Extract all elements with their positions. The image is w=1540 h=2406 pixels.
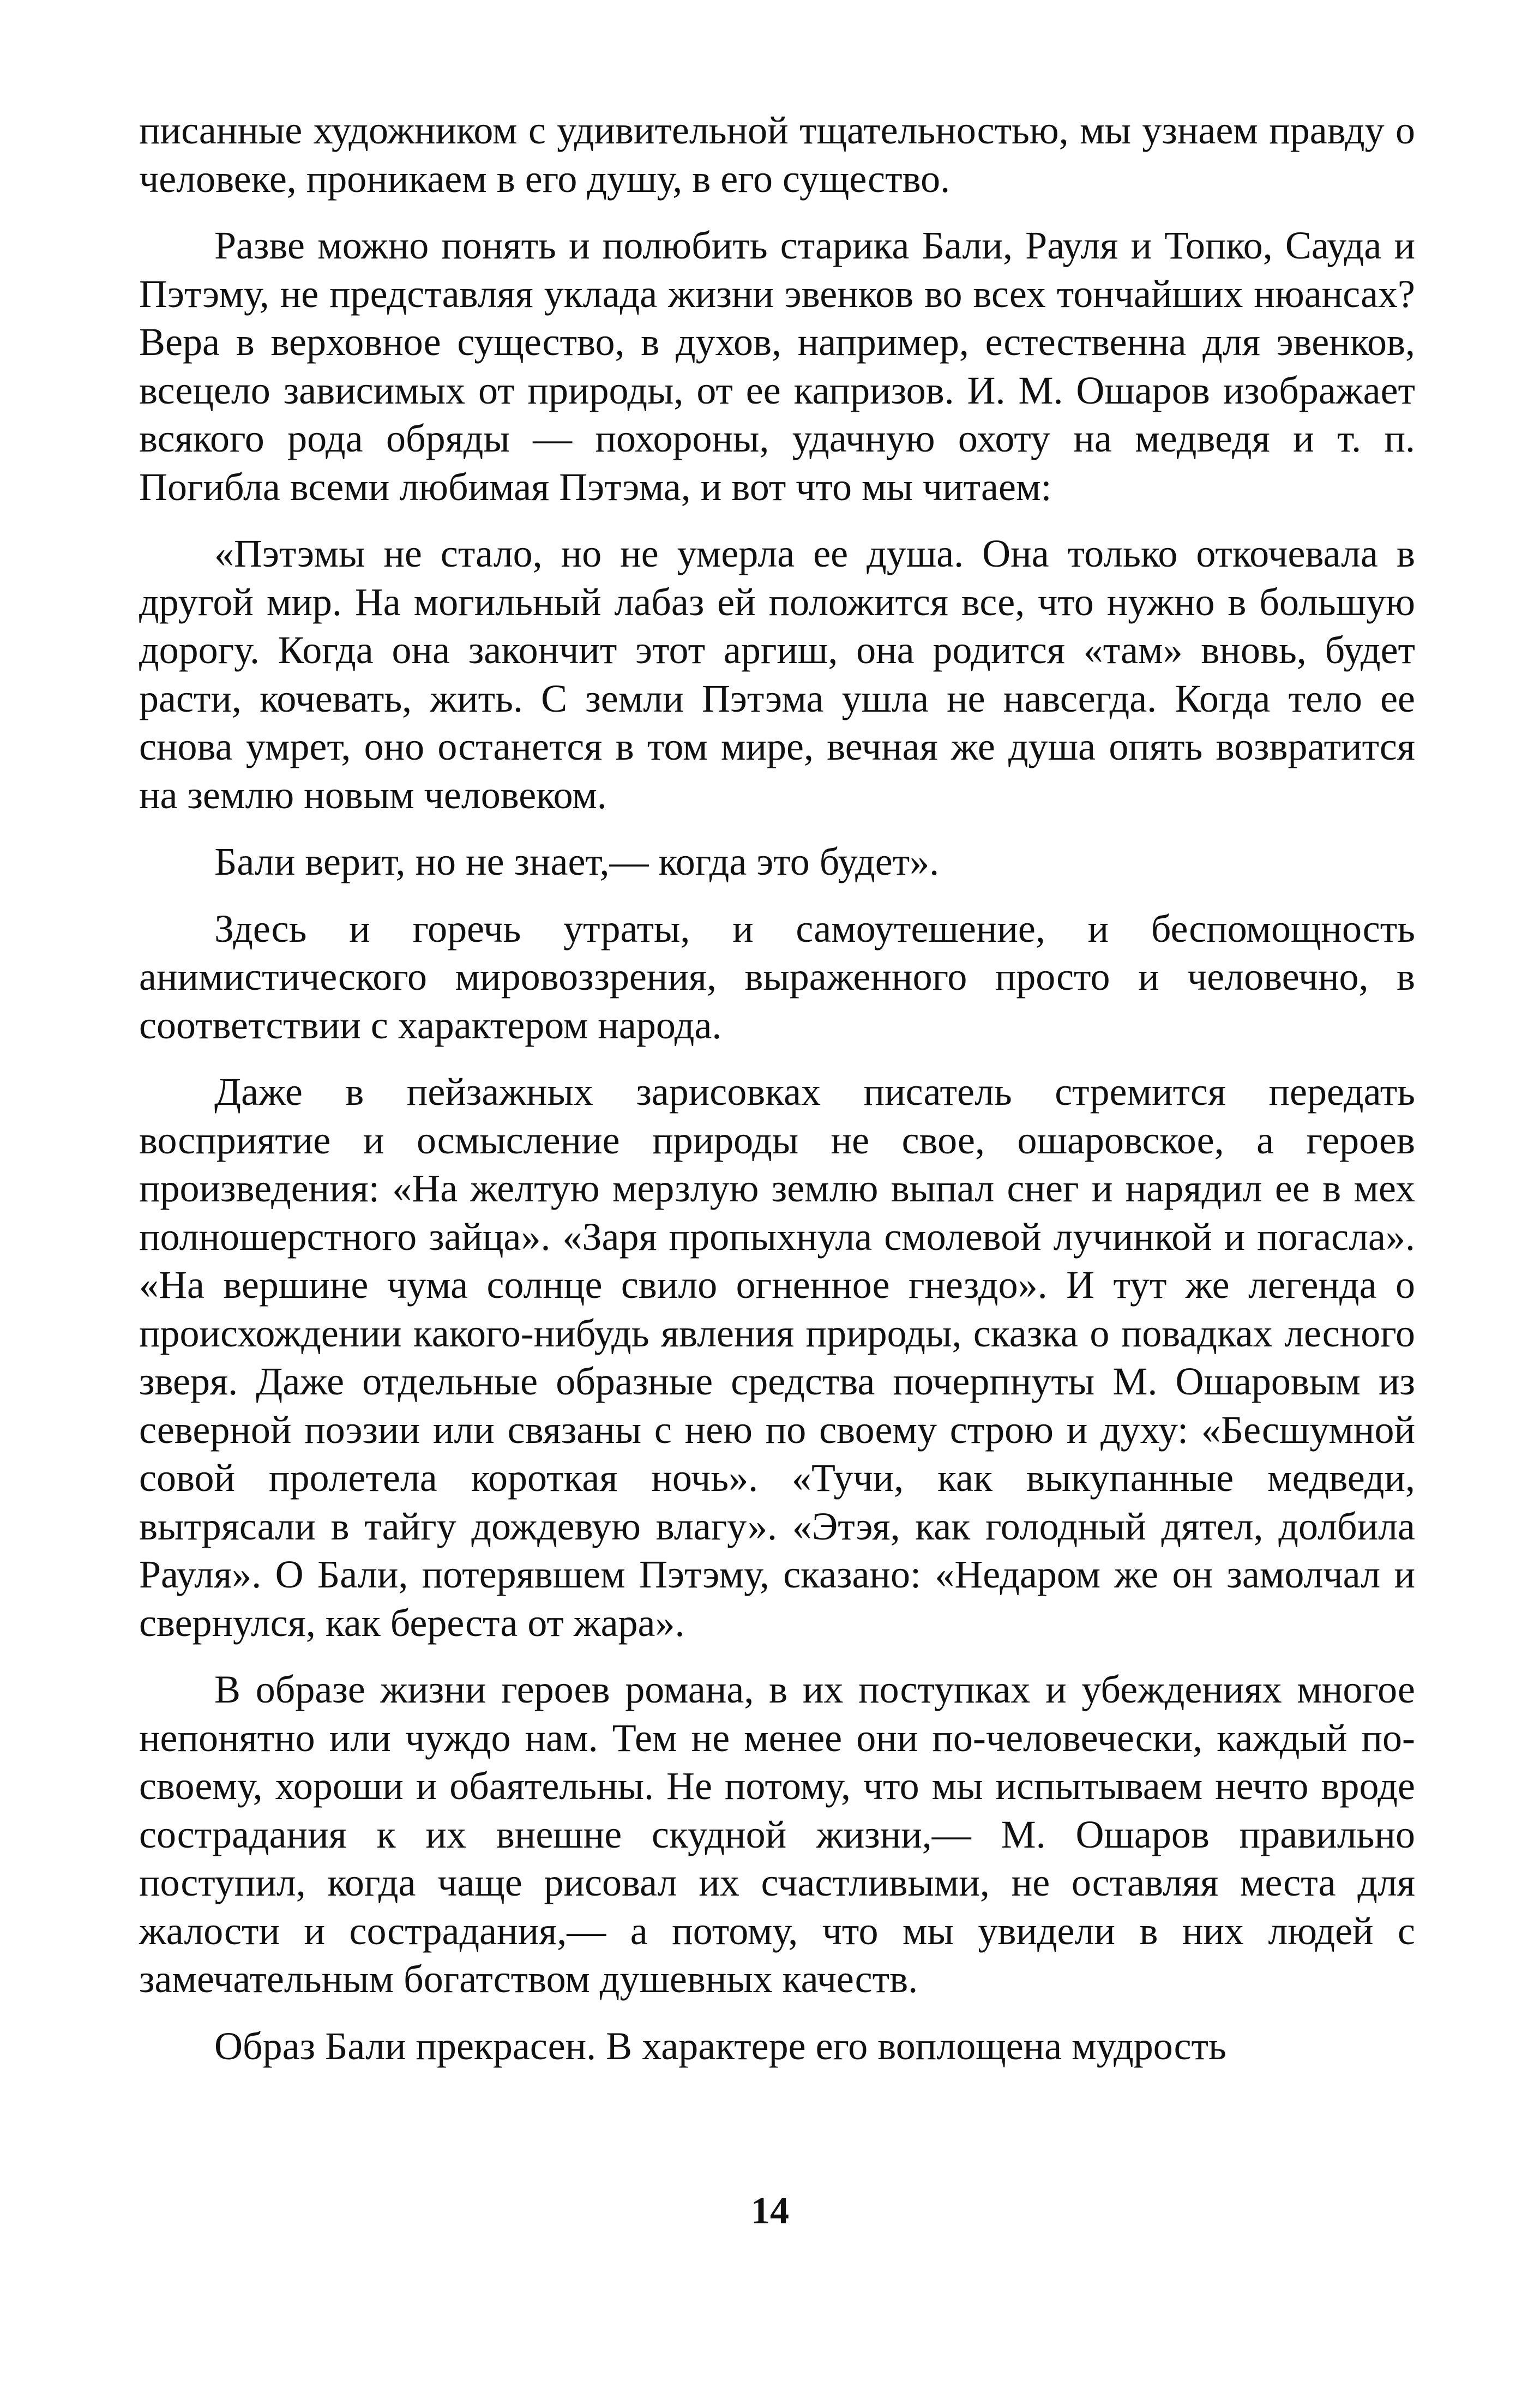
quote-paragraph-1: «Пэтэмы не стало, но не умерла ее душа. Она только откочевала в другой мир. На могильный лабаз ей положится все, что нужно в большую дорогу. Когда она закончит этот аргиш, она родится «там» вновь, будет расти, кочевать, жить. С земли Пэтэма ушла не навсегда. Когда тело ее снова умрет, оно останется в том мире, вечная же душа опять возвратится на землю новым человеком. bbox=[139, 532, 1415, 817]
paragraph-4: Даже в пейзажных зарисовках писатель стремится передать восприятие и осмысление природы не свое, ошаровское, а героев произведения: «На желтую мерзлую землю выпал снег и нарядил ее в мех полношерстного зайца». «Заря пропыхнула смолевой лучинкой и погасла». «На вершине чума солнце свило огненное гнездо». И тут же легенда о происхождении какого-нибудь явления природы, сказка о повадках лесного зверя. Даже отдельные образные средства почерпнуты М. Ошаровым из северной поэзии или связаны с нею по своему строю и духу: «Бесшумной совой пролетела короткая ночь». «Тучи, как выкупанные медведи, вытрясали в тайгу дождевую влагу». «Этэя, как голодный дятел, долбила Рауля». О Бали, потерявшем Пэтэму, сказано: «Недаром же он замолчал и свернулся, как береста от жара». bbox=[139, 1070, 1415, 1645]
page-number: 14 bbox=[751, 2190, 789, 2232]
paragraph-2: Разве можно понять и полюбить старика Бали, Рауля и Топко, Сауда и Пэтэму, не представляя уклада жизни эвенков во всех тончайших нюансах? Вера в верховное существо, в духов, например, естественна для эвенков, всецело зависимых от природы, от ее капризов. И. М. Ошаров изображает всякого рода обряды — похороны, удачную охоту на медведя и т. п. Погибла всеми любимая Пэтэма, и вот что мы читаем: bbox=[139, 224, 1415, 509]
paragraph-5: В образе жизни героев романа, в их поступках и убеждениях многое непонятно или чуждо нам. Тем не менее они по-человечески, каждый по-своему, хороши и обаятельны. Не потому, что мы испытываем нечто вроде сострадания к их внешне скудной жизни,— М. Ошаров правильно поступил, когда чаще рисовал их счастливыми, не оставляя места для жалости и сострадания,— а потому, что мы увидели в них людей с замечательным богатством душевных качеств. bbox=[139, 1668, 1415, 2001]
paragraph-3: Здесь и горечь утраты, и самоутешение, и беспомощность анимистического мировоззрения, выраженного просто и человечно, в соответствии с характером народа. bbox=[139, 906, 1415, 1047]
quote-paragraph-2: Бали верит, но не знает,— когда это будет». bbox=[214, 840, 940, 883]
paragraph-6: Образ Бали прекрасен. В характере его воплощена мудрость bbox=[214, 2024, 1226, 2068]
paragraph-1: писанные художником с удивительной тщательностью, мы узнаем правду о человеке, проникаем в его душу, в его существо. bbox=[139, 109, 1415, 201]
page-body bbox=[139, 106, 1415, 2089]
